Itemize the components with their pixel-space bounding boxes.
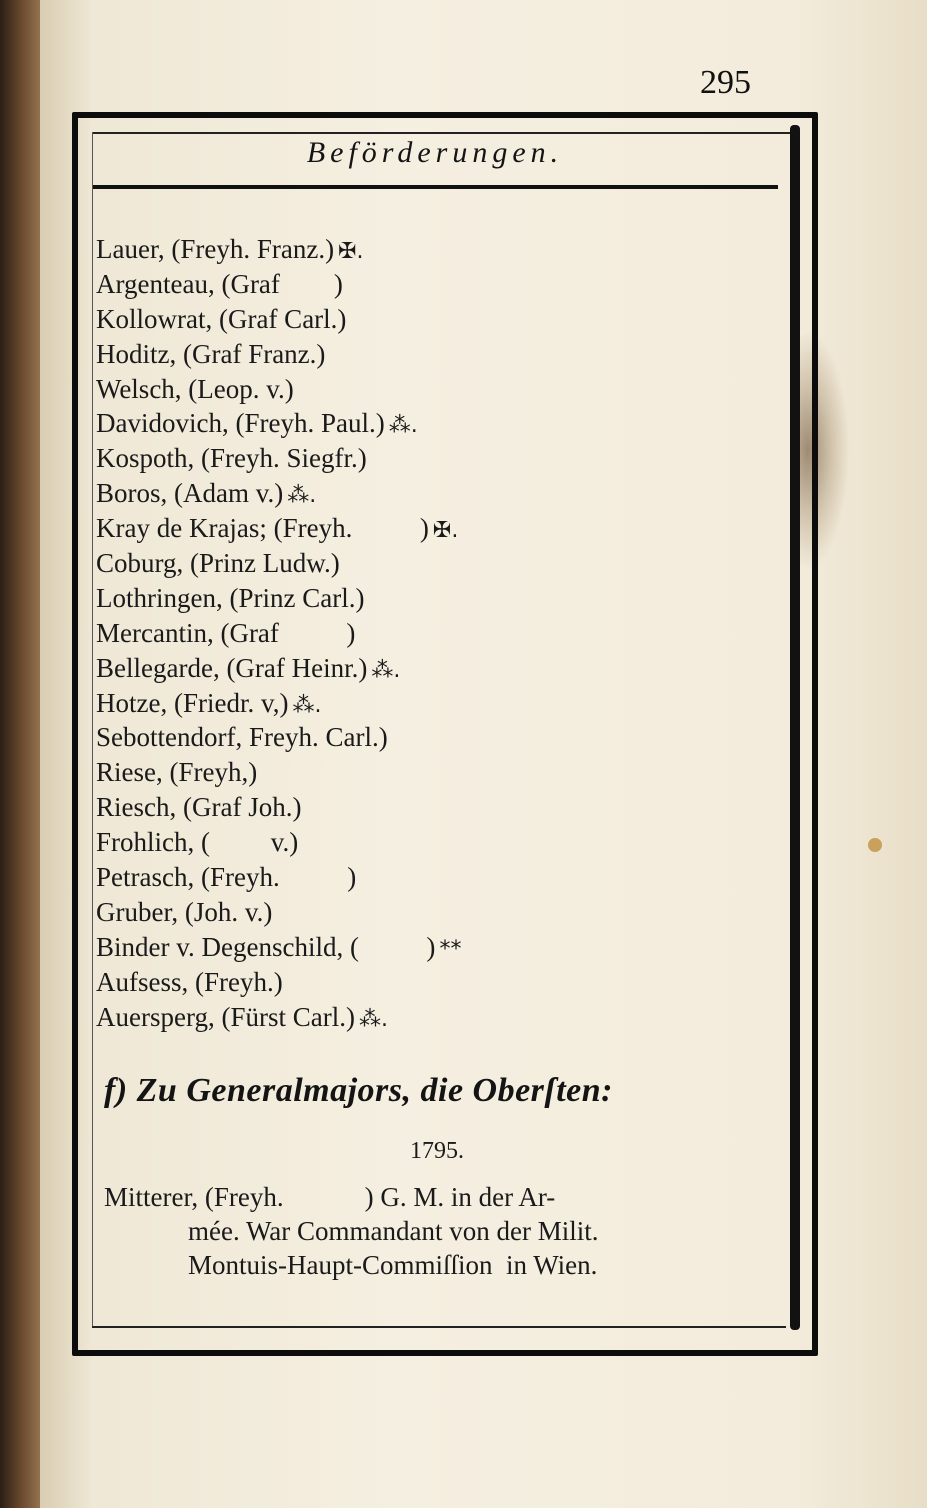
frame-right-bar xyxy=(790,125,800,1330)
list-item xyxy=(96,930,461,965)
paragraph-line: Montuis-Haupt-Commiſſion in Wien. xyxy=(188,1250,598,1280)
paragraph-line: mée. War Commandant von der Milit. xyxy=(188,1216,599,1246)
list-item xyxy=(96,232,461,267)
entry-text: Boros, (Adam v.) xyxy=(96,478,284,509)
list-item xyxy=(96,965,461,1000)
entry-text: Frohlich, ( v.) xyxy=(96,827,299,858)
order-mark-icon: ⁂. xyxy=(292,692,322,718)
entry-text: Kospoth, (Freyh. Siegfr.) xyxy=(96,443,367,474)
entry-text: Kray de Krajas; (Freyh. ) xyxy=(96,513,429,544)
rule-under-heading xyxy=(92,185,778,189)
entry-text: Sebottendorf, Freyh. Carl.) xyxy=(96,722,388,753)
order-mark-icon: ⁂. xyxy=(371,657,401,683)
entry-text: Lauer, (Freyh. Franz.) xyxy=(96,234,335,264)
list-item xyxy=(96,1000,461,1035)
entry-text: Lothringen, (Prinz Carl.) xyxy=(96,582,365,613)
order-mark-icon: ⁂. xyxy=(388,413,418,439)
list-item xyxy=(96,441,461,476)
entry-text: Aufsess, (Freyh.) xyxy=(96,966,283,997)
running-heading: Beförderungen. xyxy=(306,136,564,169)
list-item xyxy=(96,790,461,825)
entry-text: Mercantin, (Graf ) xyxy=(96,617,356,648)
rule-bottom xyxy=(92,1326,786,1328)
list-item xyxy=(96,511,461,546)
entry-text: Petrasch, (Freyh. ) xyxy=(96,862,357,893)
list-item xyxy=(96,406,461,441)
list-item xyxy=(96,720,461,755)
list-item xyxy=(96,546,461,581)
entry-text: Davidovich, (Freyh. Paul.) xyxy=(96,408,385,439)
list-item xyxy=(96,337,461,372)
entry-text: Argenteau, (Graf ) xyxy=(96,268,343,299)
list-item xyxy=(96,476,461,511)
entry-text: Bellegarde, (Graf Heinr.) xyxy=(96,652,368,683)
list-item xyxy=(96,825,461,860)
page-number: 295 xyxy=(700,64,751,101)
list-item xyxy=(96,581,461,616)
list-item xyxy=(96,302,461,337)
entry-text: Hotze, (Friedr. v,) xyxy=(96,687,289,718)
entry-text: Riesch, (Graf Joh.) xyxy=(96,792,302,823)
section-title: f) Zu Generalmajors, die Oberſten: xyxy=(104,1072,614,1109)
list-item xyxy=(96,895,461,930)
entry-text: Coburg, (Prinz Ludw.) xyxy=(96,548,340,579)
entry-paragraph xyxy=(104,1180,794,1282)
list-item xyxy=(96,267,461,302)
list-item xyxy=(96,616,461,651)
order-mark-icon: ✠. xyxy=(338,239,364,264)
order-mark-icon: ✠. xyxy=(432,518,459,544)
rule-left xyxy=(92,132,93,1328)
year-heading: 1795. xyxy=(410,1138,464,1164)
entry-text: Hoditz, (Graf Franz.) xyxy=(96,338,326,369)
order-mark-icon: ⁂. xyxy=(287,483,317,509)
entry-text: Binder v. Degenschild, ( ) xyxy=(96,931,436,962)
entry-text: Gruber, (Joh. v.) xyxy=(96,896,273,927)
stain-dot xyxy=(868,838,882,852)
list-item xyxy=(96,755,461,790)
entry-text: Welsch, (Leop. v.) xyxy=(96,373,294,404)
list-item xyxy=(96,860,461,895)
rule-top xyxy=(92,132,792,134)
promotion-list xyxy=(96,232,461,1034)
list-item xyxy=(96,686,461,721)
order-mark-icon: ⁂. xyxy=(358,1006,388,1032)
entry-text: Auersperg, (Fürst Carl.) xyxy=(96,1001,355,1032)
entry-text: Kollowrat, (Graf Carl.) xyxy=(96,303,347,334)
list-item xyxy=(96,372,461,407)
paragraph-line: Mitterer, (Freyh. ) G. M. in der Ar- xyxy=(104,1182,556,1212)
entry-text: Riese, (Freyh,) xyxy=(96,757,258,788)
list-item xyxy=(96,651,461,686)
order-mark-icon: ** xyxy=(439,936,462,962)
